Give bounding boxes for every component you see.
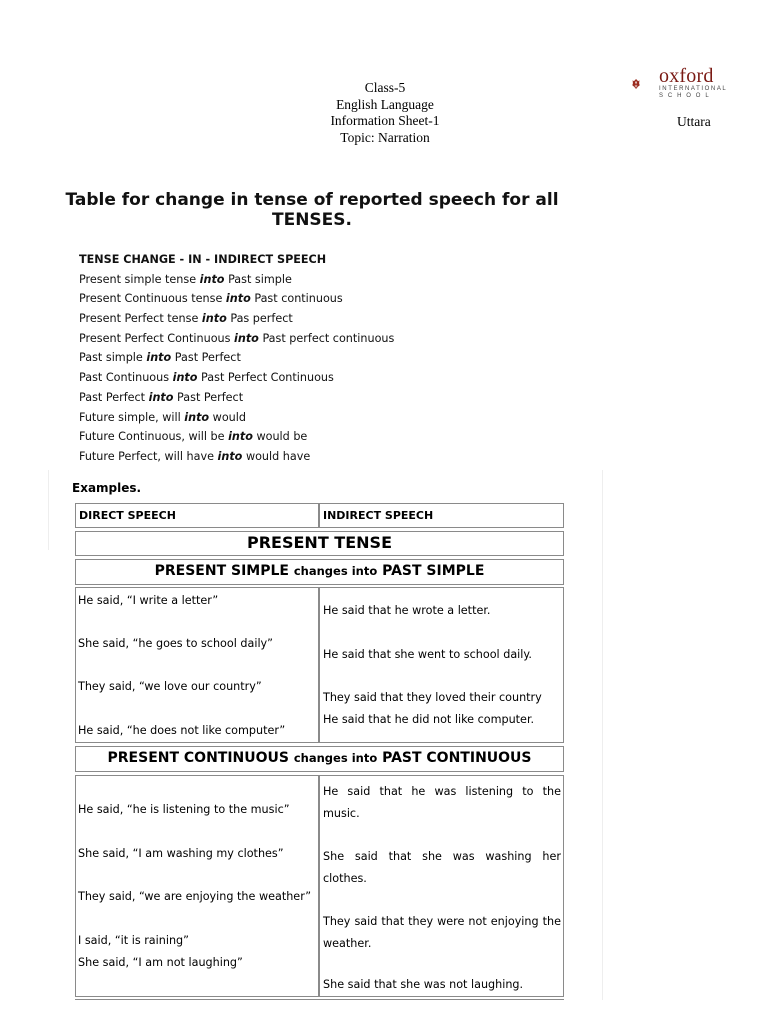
rule-connector: into — [217, 449, 243, 463]
group-from: PRESENT CONTINUOUS — [107, 750, 289, 766]
document-header — [300, 80, 470, 146]
table-cell-text: They said, “we are enjoying the weather” — [78, 890, 312, 903]
group2-indirect-cell — [319, 775, 564, 997]
logo-sub-international: INTERNATIONAL — [659, 86, 728, 92]
branch-name: Uttara — [677, 114, 711, 129]
rule-to: Past Perfect — [177, 390, 244, 404]
table-cell-text: He said that he was listening to the music. — [323, 785, 561, 820]
table-cell-text: She said, “he goes to school daily” — [78, 637, 273, 650]
scan-border-left — [48, 470, 49, 550]
group2-direct-cell — [75, 775, 319, 997]
header-topic: Topic: Narration — [340, 129, 430, 145]
rule-item — [79, 388, 394, 408]
table-cell-text: She said, “I am not laughing” — [78, 956, 243, 969]
rule-item — [79, 408, 394, 428]
rule-item — [79, 427, 394, 447]
rule-to: Past perfect continuous — [262, 331, 395, 345]
rule-from: Past simple — [79, 351, 143, 365]
rule-connector: into — [201, 312, 227, 326]
header-sheet: Information Sheet-1 — [330, 113, 440, 128]
rule-to: Past Perfect Continuous — [201, 371, 334, 385]
tense-change-rules — [79, 250, 394, 467]
rule-item — [79, 270, 394, 290]
rule-connector: into — [148, 390, 174, 404]
rule-from: Present Perfect Continuous — [79, 331, 231, 345]
rule-item — [79, 368, 394, 388]
logo-sub-school: S C H O O L — [659, 93, 711, 99]
table-cell-text: She said that she was not laughing. — [323, 978, 524, 991]
header-subject: English Language — [336, 96, 434, 112]
table-cell-text: They said that they were not enjoying the weather. — [323, 915, 561, 950]
table-continues-edge — [75, 999, 564, 1002]
scan-border-right — [602, 470, 603, 1000]
logo-word: oxford — [659, 65, 714, 87]
rules-heading: TENSE CHANGE - IN - INDIRECT SPEECH — [79, 253, 327, 266]
rule-from: Future Continuous, will be — [79, 430, 225, 444]
col-header-direct: DIRECT SPEECH — [75, 503, 319, 528]
rule-connector: into — [234, 331, 259, 345]
table-cell-text: He said that she went to school daily. — [323, 648, 532, 661]
examples-label: Examples. — [72, 481, 142, 495]
table-cell-text: She said that she was washing her clothes. — [323, 850, 561, 885]
rule-to: would have — [245, 449, 311, 463]
rule-item — [79, 447, 394, 467]
rule-to: Past Perfect — [174, 351, 241, 365]
rule-to: would — [212, 410, 246, 424]
rule-from: Present Perfect tense — [79, 312, 199, 326]
title-line-2: TENSES. — [272, 210, 352, 230]
group-header-present-continuous — [75, 746, 564, 772]
rule-item — [79, 309, 394, 329]
rule-from: Present Continuous tense — [79, 292, 223, 306]
rule-from: Present simple tense — [79, 272, 197, 286]
header-class: Class-5 — [364, 80, 406, 95]
group1-direct-cell — [75, 587, 319, 743]
rule-item — [79, 348, 394, 368]
group-to: PAST SIMPLE — [382, 563, 485, 579]
rule-connector: into — [184, 410, 210, 424]
table-cell-text: She said, “I am washing my clothes” — [78, 847, 284, 860]
col-header-indirect: INDIRECT SPEECH — [319, 503, 564, 528]
section-present-tense: PRESENT TENSE — [75, 531, 564, 556]
rule-item — [79, 289, 394, 309]
rule-from: Past Continuous — [79, 371, 170, 385]
group-to: PAST CONTINUOUS — [382, 750, 532, 766]
table-cell-text: He said that he did not like computer. — [323, 713, 535, 726]
rule-connector: into — [199, 272, 225, 286]
table-cell-text: They said that they loved their country — [323, 691, 542, 704]
rule-from: Past Perfect — [79, 390, 146, 404]
group-changes: changes into — [293, 564, 378, 578]
table-cell-text: They said, “we love our country” — [78, 680, 262, 693]
group-from: PRESENT SIMPLE — [154, 563, 289, 579]
table-cell-text: I said, “it is raining” — [78, 934, 189, 947]
table-cell-text: He said that he wrote a letter. — [323, 604, 491, 617]
page-title — [62, 190, 562, 230]
table-cell-text: He said, “he is listening to the music” — [78, 803, 290, 816]
rule-connector: into — [225, 292, 251, 306]
school-logo-text — [659, 66, 727, 100]
rule-to: Pas perfect — [230, 312, 293, 326]
group-changes: changes into — [293, 751, 378, 765]
title-line-1: Table for change in tense of reported speech for all — [65, 190, 559, 210]
rule-to: would be — [256, 430, 308, 444]
table-cell-text: He said, “I write a letter” — [78, 594, 219, 607]
rule-connector: into — [172, 371, 198, 385]
rule-from: Future simple, will — [79, 410, 181, 424]
rule-connector: into — [228, 430, 253, 444]
rule-to: Past continuous — [254, 292, 343, 306]
rule-from: Future Perfect, will have — [79, 449, 214, 463]
rule-to: Past simple — [228, 272, 292, 286]
school-logo-icon — [632, 66, 658, 102]
rule-item — [79, 329, 394, 349]
rule-connector: into — [146, 351, 172, 365]
group1-indirect-cell — [319, 587, 564, 743]
group-header-present-simple — [75, 559, 564, 585]
table-cell-text: He said, “he does not like computer” — [78, 724, 286, 737]
